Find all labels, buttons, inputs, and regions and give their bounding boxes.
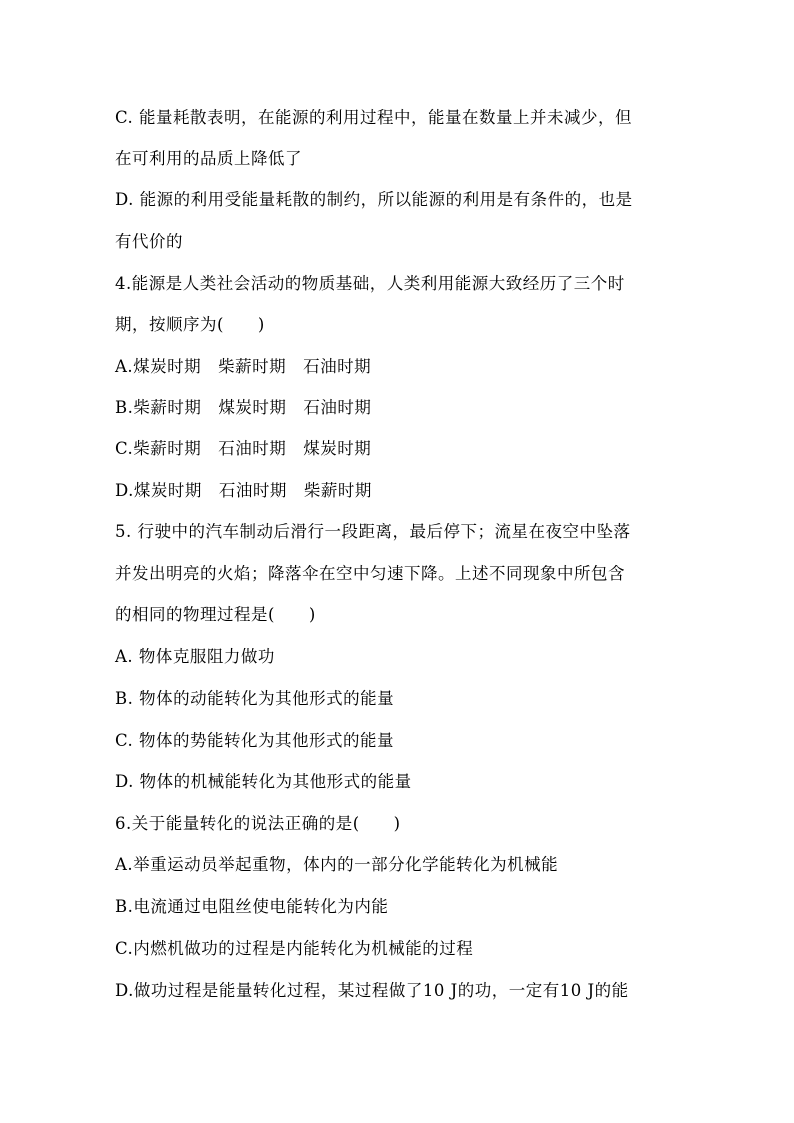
option-3d-line-1: D. 能源的利用受能量耗散的制约，所以能源的利用是有条件的，也是 — [115, 190, 633, 209]
option-3c-line-1: C. 能量耗散表明，在能源的利用过程中，能量在数量上并未减少，但 — [115, 108, 633, 127]
option-4b: B.柴薪时期 煤炭时期 石油时期 — [115, 398, 372, 417]
option-5d: D. 物体的机械能转化为其他形式的能量 — [115, 772, 412, 791]
option-5a: A. 物体克服阻力做功 — [115, 647, 275, 666]
option-4c: C.柴薪时期 石油时期 煤炭时期 — [115, 439, 372, 458]
question-4-line-1: 4.能源是人类社会活动的物质基础，人类利用能源大致经历了三个时 — [115, 274, 625, 293]
question-5-line-1: 5. 行驶中的汽车制动后滑行一段距离，最后停下；流星在夜空中坠落 — [115, 522, 631, 541]
option-5b: B. 物体的动能转化为其他形式的能量 — [115, 689, 395, 708]
option-3c-line-2: 在可利用的品质上降低了 — [115, 149, 302, 168]
question-5-line-2: 并发出明亮的火焰；降落伞在空中匀速下降。上述不同现象中所包含 — [115, 564, 625, 583]
question-4-line-2: 期，按顺序为( ) — [115, 315, 265, 334]
option-6c: C.内燃机做功的过程是内能转化为机械能的过程 — [115, 939, 474, 958]
option-6b: B.电流通过电阻丝使电能转化为内能 — [115, 897, 389, 916]
option-3d-line-2: 有代价的 — [115, 232, 183, 251]
option-5c: C. 物体的势能转化为其他形式的能量 — [115, 731, 395, 750]
option-6a: A.举重运动员举起重物，体内的一部分化学能转化为机械能 — [115, 855, 559, 874]
question-6: 6.关于能量转化的说法正确的是( ) — [115, 814, 401, 833]
option-4d: D.煤炭时期 石油时期 柴薪时期 — [115, 481, 372, 500]
option-6d: D.做功过程是能量转化过程，某过程做了10 J的功，一定有10 J的能 — [115, 981, 629, 1000]
option-4a: A.煤炭时期 柴薪时期 石油时期 — [115, 357, 372, 376]
question-5-line-3: 的相同的物理过程是( ) — [115, 605, 316, 624]
